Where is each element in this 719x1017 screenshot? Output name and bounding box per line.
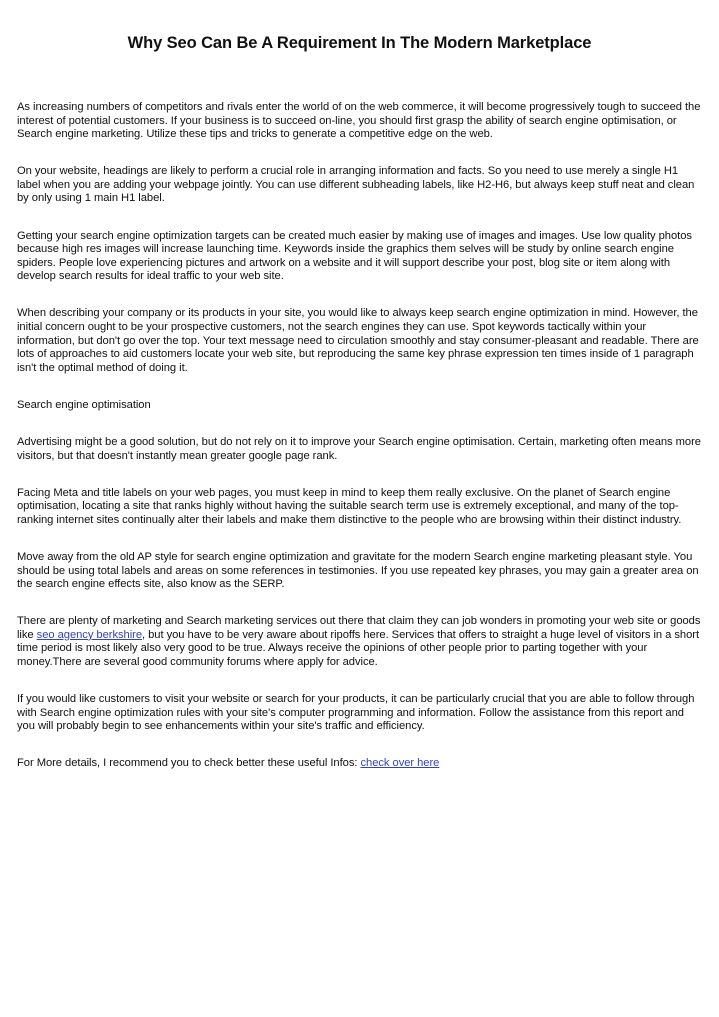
check-over-here-link[interactable]: check over here xyxy=(360,757,440,770)
paragraph-advertising: Advertising might be a good solution, but do not rely on it to improve your Search engine optimisation. Certain, marketing often means more visitors, but that doesn't instantly mean greater google page rank. xyxy=(17,436,701,462)
seo-agency-link[interactable]: seo agency berkshire xyxy=(36,628,142,641)
paragraph-meta-labels: Facing Meta and title labels on your web pages, you must keep in mind to keep them really exclusive. On the planet of Search engine optimisation, locating a site that ranks highly without having the suitable search term use is extremely exceptional, and many of the top-ranking internet sites continually alter their labels and make them distinctive to the people who are browsing within their distinct industry. xyxy=(17,486,682,526)
ripoffs-text-after: , but you have to be very aware about ripoffs here. Services that offers to straight a huge level of visitors in a short time period is most likely also very good to be true. Always receive the opinions of other people prior to parting together with your money.There are several good community forums where apply for advice. xyxy=(17,628,699,669)
paragraph-intro: As increasing numbers of competitors and rivals enter the world of on the web commerce, it will become progressively tough to succeed the interest of potential customers. If your business is to succeed on-line, you should first grasp the ability of search engine optimisation, or Search engine marketing. Utilize these tips and tricks to generate a competitive edge on the web. xyxy=(17,101,701,141)
paragraph-images: Getting your search engine optimization targets can be created much easier by making use of images and images. Use low quality photos because high res images will increase launching time. Keywords inside the graphics them selves will be study by online search engine spiders. People love experiencing pictures and artwork on a website and it will support describe your post, blog site or item along with develop search results for ideal traffic to your web site. xyxy=(17,229,692,283)
more-details-text: For More details, I recommend you to check better these useful Infos: xyxy=(17,757,361,770)
paragraph-subheading: Search engine optimisation xyxy=(17,398,151,411)
paragraph-closing: If you would like customers to visit your website or search for your products, it can be particularly crucial that you are able to follow through with Search engine optimization rules with your site's computer programming and information. Follow the assistance from this report and you will probably begin to see enhancements within your site's traffic and efficiency. xyxy=(17,693,695,733)
paragraph-headings: On your website, headings are likely to perform a crucial role in arranging information and facts. So you need to use merely a single H1 label when you are adding your webpage jointly. You can use different subheading labels, like H2-H6, but always keep stuff neat and clean by only using 1 main H1 label. xyxy=(17,165,695,205)
paragraph-keywords: When describing your company or its products in your site, you would like to always keep search engine optimization in mind. However, the initial concern ought to be your prospective customers, not the search engines they can use. Spot keywords tactically within your information, but don't go over the top. Your text message need to circulation smoothly and stay consumer-pleasant and readable. There are lots of approaches to aid customers locate your web site, but reproducing the same key phrase expression ten times inside of 1 paragraph isn't the optimal method of doing it. xyxy=(17,307,699,374)
page-title: Why Seo Can Be A Requirement In The Modern Marketplace xyxy=(127,34,592,52)
paragraph-more-details xyxy=(17,757,702,771)
ripoffs-text-before: There are plenty of marketing and Search marketing services out there that claim they can job wonders in promoting your web site or goods like xyxy=(17,615,701,641)
paragraph-ap-style: Move away from the old AP style for search engine optimization and gravitate for the modern Search engine marketing pleasant style. You should be using total labels and areas on some references in testimonies. If you use repeated key phrases, you may gain a greater area on the search engine effects site, also know as the SERP. xyxy=(17,550,699,591)
article-body xyxy=(17,101,702,771)
paragraph-ripoffs xyxy=(17,615,702,669)
